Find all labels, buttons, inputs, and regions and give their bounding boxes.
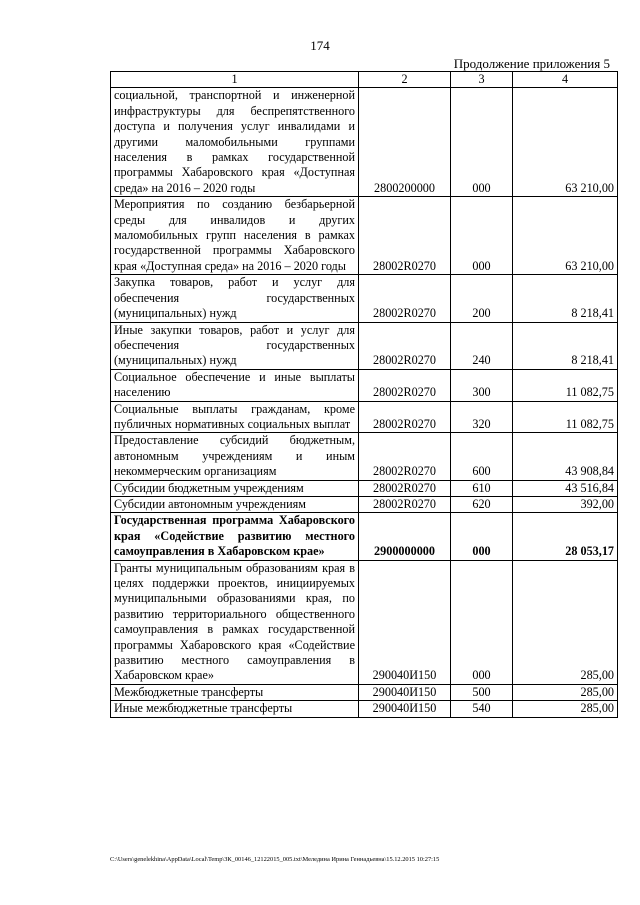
- row-amount: 43 516,84: [513, 480, 618, 496]
- row-code: 28002R0270: [359, 197, 451, 275]
- row-code: 28002R0270: [359, 433, 451, 480]
- row-name: Закупка товаров, работ и услуг для обеспечения государственных (муниципальных) нужд: [111, 275, 359, 322]
- table-row: [111, 496, 618, 512]
- table-row: [111, 88, 618, 197]
- continuation-label: Продолжение приложения 5: [453, 56, 610, 71]
- table-row: [111, 369, 618, 401]
- row-amount: 11 082,75: [513, 369, 618, 401]
- column-header: 2: [359, 72, 451, 88]
- row-code: 28002R0270: [359, 480, 451, 496]
- row-name: Иные закупки товаров, работ и услуг для обеспечения государственных (муниципальных) нужд: [111, 322, 359, 369]
- table-row: [111, 480, 618, 496]
- row-type: 000: [451, 88, 513, 197]
- table-row: [111, 322, 618, 369]
- row-amount: 285,00: [513, 684, 618, 700]
- page-number: 174: [310, 38, 330, 53]
- table-row: [111, 197, 618, 275]
- row-amount: 285,00: [513, 701, 618, 717]
- row-code: 290040И150: [359, 684, 451, 700]
- row-type: 300: [451, 369, 513, 401]
- table-header-row: [111, 72, 618, 88]
- row-type: 620: [451, 496, 513, 512]
- row-name: Государственная программа Хабаровского края «Содействие развитию местного самоуправления в Хабаровском крае»: [111, 513, 359, 560]
- row-type: 320: [451, 401, 513, 433]
- row-name: Субсидии бюджетным учреждениям: [111, 480, 359, 496]
- row-amount: 28 053,17: [513, 513, 618, 560]
- row-code: 28002R0270: [359, 369, 451, 401]
- row-amount: 8 218,41: [513, 322, 618, 369]
- row-type: 240: [451, 322, 513, 369]
- row-amount: 8 218,41: [513, 275, 618, 322]
- row-name: Иные межбюджетные трансферты: [111, 701, 359, 717]
- table-row-program: [111, 513, 618, 560]
- row-type: 600: [451, 433, 513, 480]
- column-header: 1: [111, 72, 359, 88]
- table-row: [111, 275, 618, 322]
- row-type: 200: [451, 275, 513, 322]
- row-name: Социальное обеспечение и иные выплаты населению: [111, 369, 359, 401]
- row-type: 500: [451, 684, 513, 700]
- row-code: 290040И150: [359, 701, 451, 717]
- table-row: [111, 560, 618, 684]
- row-amount: 392,00: [513, 496, 618, 512]
- row-type: 000: [451, 560, 513, 684]
- row-amount: 285,00: [513, 560, 618, 684]
- row-type: 540: [451, 701, 513, 717]
- row-code: 2800200000: [359, 88, 451, 197]
- row-name: социальной, транспортной и инженерной инфраструктуры для беспрепятственного доступа и получения услуг инвалидами и другими маломобильными группами населения в рамках государственной программы Хабаровского края «Доступная среда» на 2016 – 2020 годы: [111, 88, 359, 197]
- table-row: [111, 684, 618, 700]
- budget-table: [110, 71, 618, 718]
- row-amount: 11 082,75: [513, 401, 618, 433]
- row-amount: 43 908,84: [513, 433, 618, 480]
- table-row: [111, 433, 618, 480]
- column-header: 3: [451, 72, 513, 88]
- row-code: 28002R0270: [359, 401, 451, 433]
- row-name: Гранты муниципальным образованиям края в целях поддержки проектов, инициируемых муниципальными образованиями края, по развитию территориального общественного самоуправления в рамках государственной программы Хабаровского края «Содействие развитию местного самоуправления в Хабаровском крае»: [111, 560, 359, 684]
- row-name: Межбюджетные трансферты: [111, 684, 359, 700]
- row-code: 28002R0270: [359, 322, 451, 369]
- row-code: 28002R0270: [359, 275, 451, 322]
- row-name: Субсидии автономным учреждениям: [111, 496, 359, 512]
- row-amount: 63 210,00: [513, 197, 618, 275]
- row-type: 000: [451, 197, 513, 275]
- column-header: 4: [513, 72, 618, 88]
- table-row: [111, 401, 618, 433]
- row-type: 000: [451, 513, 513, 560]
- table-row: [111, 701, 618, 717]
- row-name: Мероприятия по созданию безбарьерной среды для инвалидов и других маломобильных групп населения в рамках государственной программы Хабаровского края «Доступная среда» на 2016 – 2020 годы: [111, 197, 359, 275]
- row-code: 28002R0270: [359, 496, 451, 512]
- row-type: 610: [451, 480, 513, 496]
- row-name: Социальные выплаты гражданам, кроме публичных нормативных социальных выплат: [111, 401, 359, 433]
- row-code: 2900000000: [359, 513, 451, 560]
- row-code: 290040И150: [359, 560, 451, 684]
- row-amount: 63 210,00: [513, 88, 618, 197]
- file-path-footer: C:\Users\genelekhina\AppData\Local\Temp\ЗК_00146_12122015_005.txt\Меледина Ирина Геннадьевна\15.12.2015 10:27:15: [110, 856, 440, 863]
- row-name: Предоставление субсидий бюджетным, автономным учреждениям и иным некоммерческим организациям: [111, 433, 359, 480]
